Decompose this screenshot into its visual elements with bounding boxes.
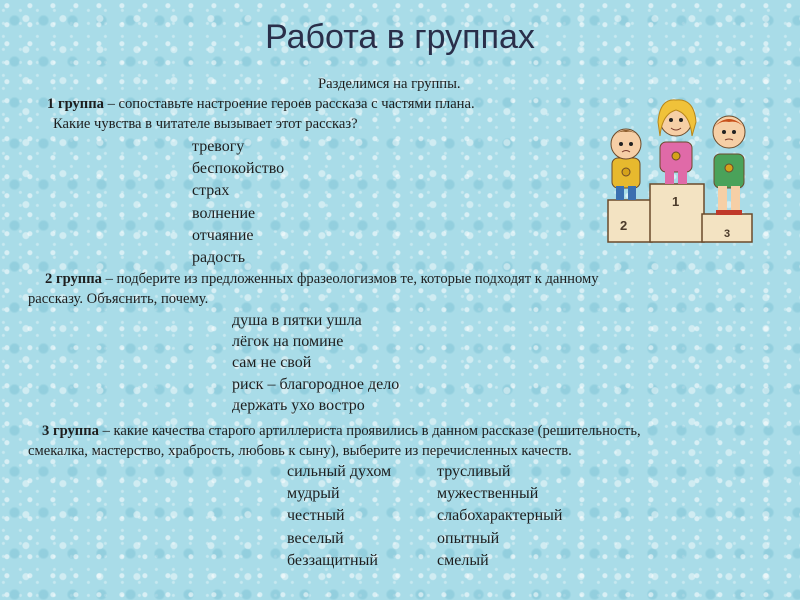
podium-block-2 — [608, 200, 652, 242]
phrase-item: душа в пятки ушла — [232, 312, 362, 329]
podium-number-2: 2 — [620, 218, 628, 233]
phrase-item: риск – благородное дело — [232, 375, 400, 393]
quality-item-left: сильный духом — [287, 463, 392, 480]
feeling-item: тревогу — [192, 138, 245, 155]
slide-title: Работа в группах — [265, 18, 535, 56]
group2-label: 2 группа — [45, 271, 102, 287]
feeling-item: страх — [192, 182, 230, 200]
group1-task-text: – сопоставьте настроение героев рассказа с частями плана. — [103, 96, 475, 112]
group2-task — [45, 269, 599, 289]
quality-item-right: слабохарактерный — [437, 507, 563, 525]
quality-item-left: беззащитный — [287, 551, 378, 569]
podium-illustration — [600, 92, 770, 247]
podium-number-1: 1 — [672, 194, 680, 209]
intro-text: Разделимся на группы. — [318, 76, 461, 92]
phrase-item: лёгок на помине — [232, 333, 344, 351]
quality-item-right: мужественный — [437, 485, 539, 503]
feeling-item: радость — [192, 249, 246, 266]
podium-block-1 — [650, 184, 704, 242]
quality-item-left: веселый — [287, 529, 344, 547]
group3-task — [42, 421, 641, 441]
phrase-item: держать ухо востро — [232, 396, 365, 414]
quality-item-left: честный — [287, 507, 345, 525]
phrase-item: сам не свой — [232, 354, 312, 372]
feeling-item: беспокойство — [192, 160, 285, 178]
group1-label: 1 группа — [47, 96, 104, 112]
podium-number-3: 3 — [724, 228, 731, 240]
group2-task-line2: рассказу. Объяснить, почему. — [28, 291, 209, 307]
group1-task — [47, 94, 475, 114]
feeling-item: отчаяние — [192, 226, 254, 244]
quality-item-right: смелый — [437, 551, 489, 569]
group1-question: Какие чувства в читателе вызывает этот рассказ? — [53, 116, 358, 132]
quality-item-left: мудрый — [287, 485, 340, 503]
kid-third-place — [713, 116, 745, 215]
kid-first-place — [658, 100, 696, 184]
quality-item-right: трусливый — [437, 463, 511, 480]
quality-item-right: опытный — [437, 529, 500, 547]
group3-task-line2: смекалка, мастерство, храбрость, любовь к сыну), выберите из перечисленных качеств. — [28, 443, 572, 459]
group3-label: 3 группа — [42, 423, 99, 439]
feeling-item: волнение — [192, 204, 256, 222]
group3-task-text: – какие качества старого артиллериста проявились в данном рассказе (решительность, — [98, 423, 641, 439]
group2-task-text: – подберите из предложенных фразеологизмов те, которые подходят к данному — [101, 271, 599, 287]
kid-second-place — [611, 129, 641, 200]
